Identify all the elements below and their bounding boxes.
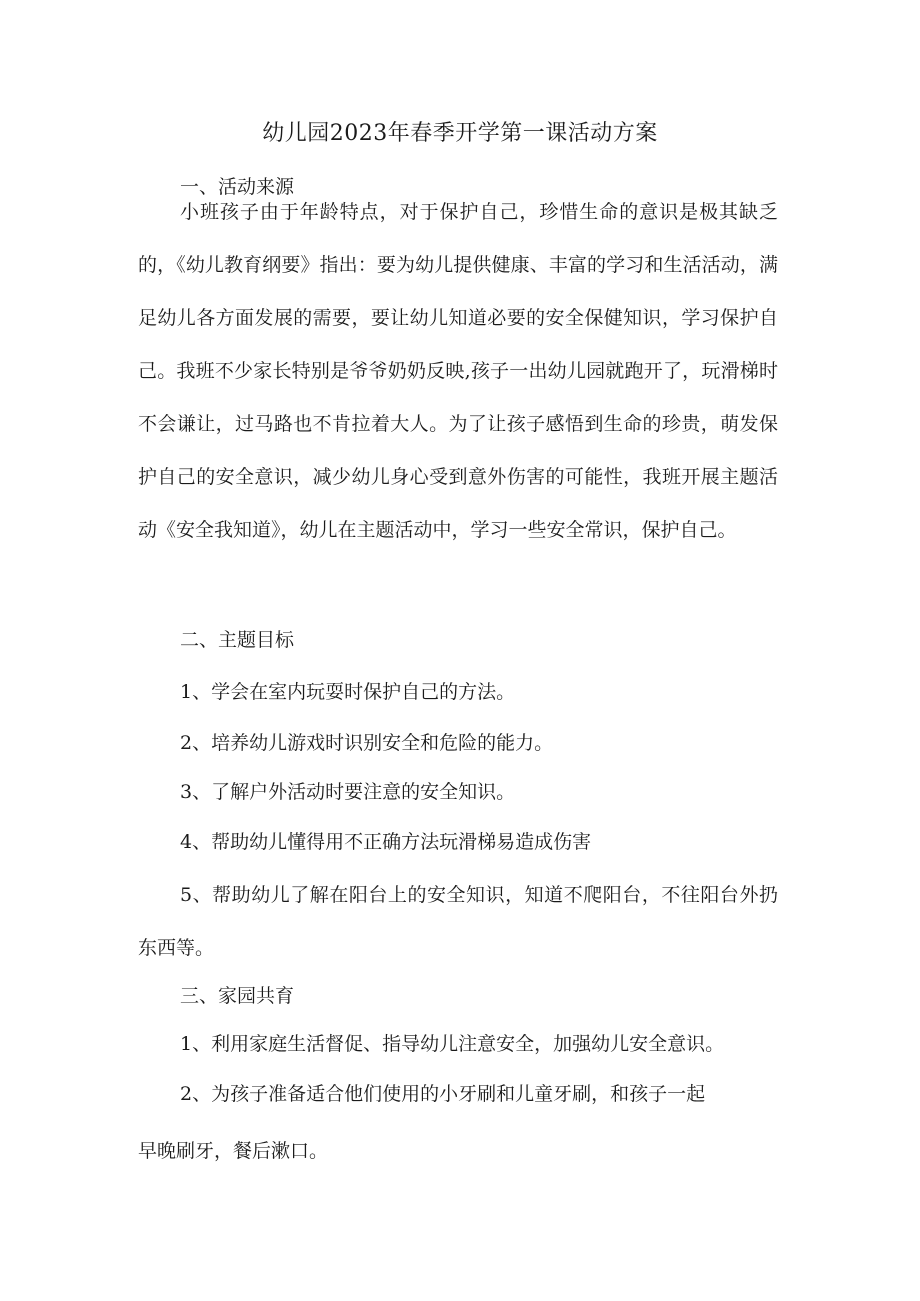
document-title: 幼儿园2023年春季开学第一课活动方案 bbox=[262, 121, 658, 146]
section-heading-goals: 二、主题目标 bbox=[180, 629, 295, 651]
section-heading-home-school: 三、家园共育 bbox=[180, 985, 295, 1007]
goal-item-2: 2、培养幼儿游戏时识别安全和危险的能力。 bbox=[180, 732, 554, 754]
section-heading-activity-source: 一、活动来源 bbox=[180, 176, 295, 198]
home-school-item-2-continuation: 早晚刷牙，餐后漱口。 bbox=[138, 1140, 329, 1162]
home-school-item-2: 2、为孩子准备适合他们使用的小牙刷和儿童牙刷，和孩子一起 bbox=[180, 1083, 706, 1105]
goal-item-1: 1、学会在室内玩耍时保护自己的方法。 bbox=[180, 681, 516, 703]
goal-item-4: 4、帮助幼儿懂得用不正确方法玩滑梯易造成伤害 bbox=[180, 831, 592, 853]
activity-source-paragraph: 小班孩子由于年龄特点，对于保护自己，珍惜生命的意识是极其缺乏的，《幼儿教育纲要》指出：要为幼儿提供健康、丰富的学习和生活活动，满足幼儿各方面发展的需要，要让幼儿知道必要的安全保健知识，学习保护自己。我班不少家长特别是爷爷奶奶反映,孩子一出幼儿园就跑开了，玩滑梯时不会谦让，过马路也不肯拉着大人。为了让孩子感悟到生命的珍贵，萌发保护自己的安全意识，减少幼儿身心受到意外伤害的可能性，我班开展主题活动《安全我知道》，幼儿在主题活动中，学习一些安全常识，保护自己。 bbox=[138, 201, 778, 541]
home-school-item-1: 1、利用家庭生活督促、指导幼儿注意安全，加强幼儿安全意识。 bbox=[180, 1033, 725, 1055]
goal-item-3: 3、了解户外活动时要注意的安全知识。 bbox=[180, 781, 516, 803]
goal-item-5: 5、帮助幼儿了解在阳台上的安全知识，知道不爬阳台，不往阳台外扔东西等。 bbox=[138, 884, 778, 959]
